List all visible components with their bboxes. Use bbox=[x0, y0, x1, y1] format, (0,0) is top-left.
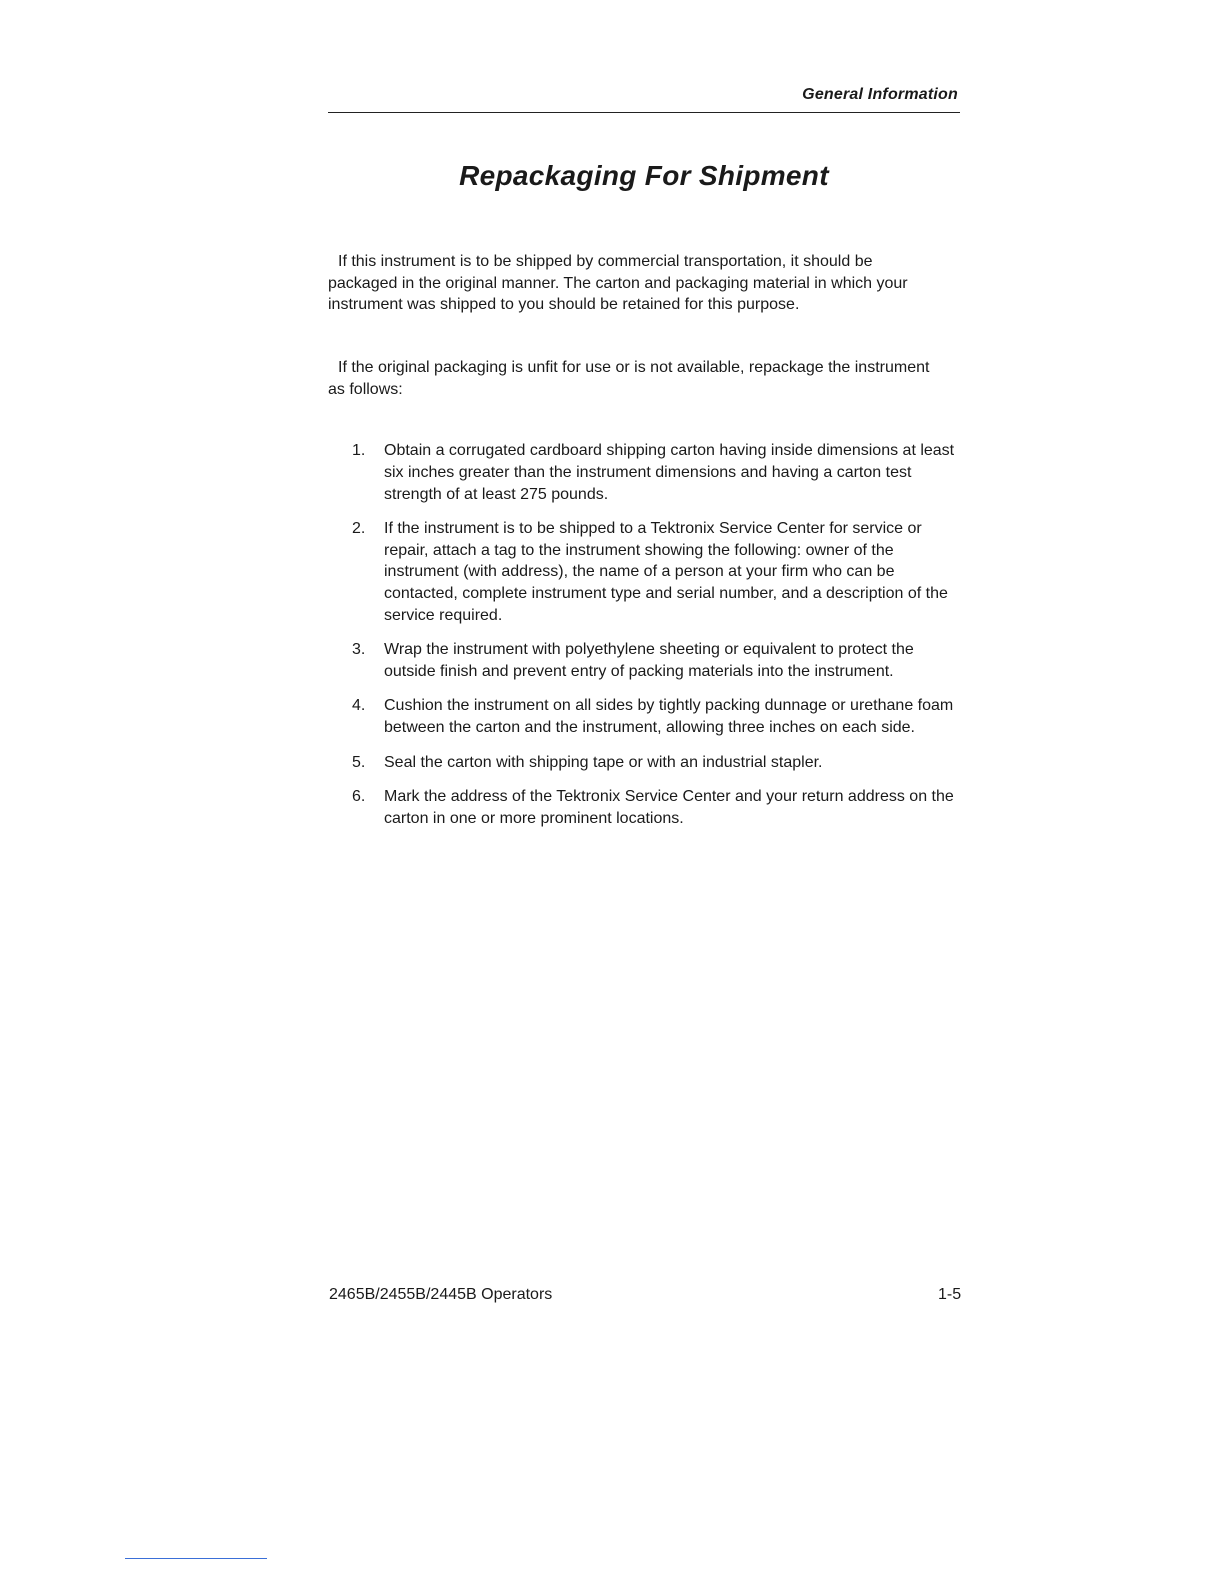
step-text: Obtain a corrugated cardboard shipping carton having inside dimensions at least six inches greater than the instrument dimensions and having a carton test strength of at least 275 pounds. bbox=[384, 442, 955, 503]
repackaging-steps bbox=[346, 440, 956, 842]
step-number: 2. bbox=[352, 519, 366, 537]
footer-manual-title: 2465B/2455B/2445B Operators bbox=[329, 1286, 553, 1303]
step-number: 6. bbox=[352, 787, 366, 805]
intro-paragraph: If this instrument is to be shipped by commercial transportation, it should be packaged in the original manner. The carton and packaging material in which your instrument was shipped to you should be retained for this purpose. bbox=[328, 253, 908, 313]
step-text: Mark the address of the Tektronix Service Center and your return address on the carton in one or more prominent locations. bbox=[384, 787, 954, 827]
running-header bbox=[328, 86, 960, 113]
step-item bbox=[346, 518, 956, 627]
step-text: Cushion the instrument on all sides by tightly packing dunnage or urethane foam between the carton and the instrument, allowing three inches on each side. bbox=[384, 697, 954, 737]
step-text: If the instrument is to be shipped to a Tektronix Service Center for service or repair, attach a tag to the instrument showing the following: owner of the instrument (with address), the name of a person at your firm who can be contacted, complete instrument type and serial number, and a description of the service required. bbox=[384, 519, 948, 625]
footer-page-number: 1-5 bbox=[938, 1286, 962, 1303]
section-name: General Information bbox=[802, 86, 958, 103]
step-text: Wrap the instrument with polyethylene sheeting or equivalent to protect the outside finish and prevent entry of packing materials into the instrument. bbox=[384, 641, 914, 681]
step-item bbox=[346, 786, 956, 830]
step-item bbox=[346, 695, 956, 739]
step-item bbox=[346, 752, 956, 774]
instructions-paragraph: If the original packaging is unfit for use or is not available, repackage the instrument as follows: bbox=[328, 359, 930, 398]
scan-artifact-line bbox=[125, 1558, 267, 1559]
step-item bbox=[346, 440, 956, 505]
step-number: 5. bbox=[352, 753, 366, 771]
step-number: 3. bbox=[352, 641, 366, 659]
step-item bbox=[346, 639, 956, 683]
step-number: 4. bbox=[352, 697, 366, 715]
page-title: Repackaging For Shipment bbox=[459, 160, 829, 191]
step-text: Seal the carton with shipping tape or with an industrial stapler. bbox=[384, 753, 823, 771]
step-number: 1. bbox=[352, 442, 366, 459]
